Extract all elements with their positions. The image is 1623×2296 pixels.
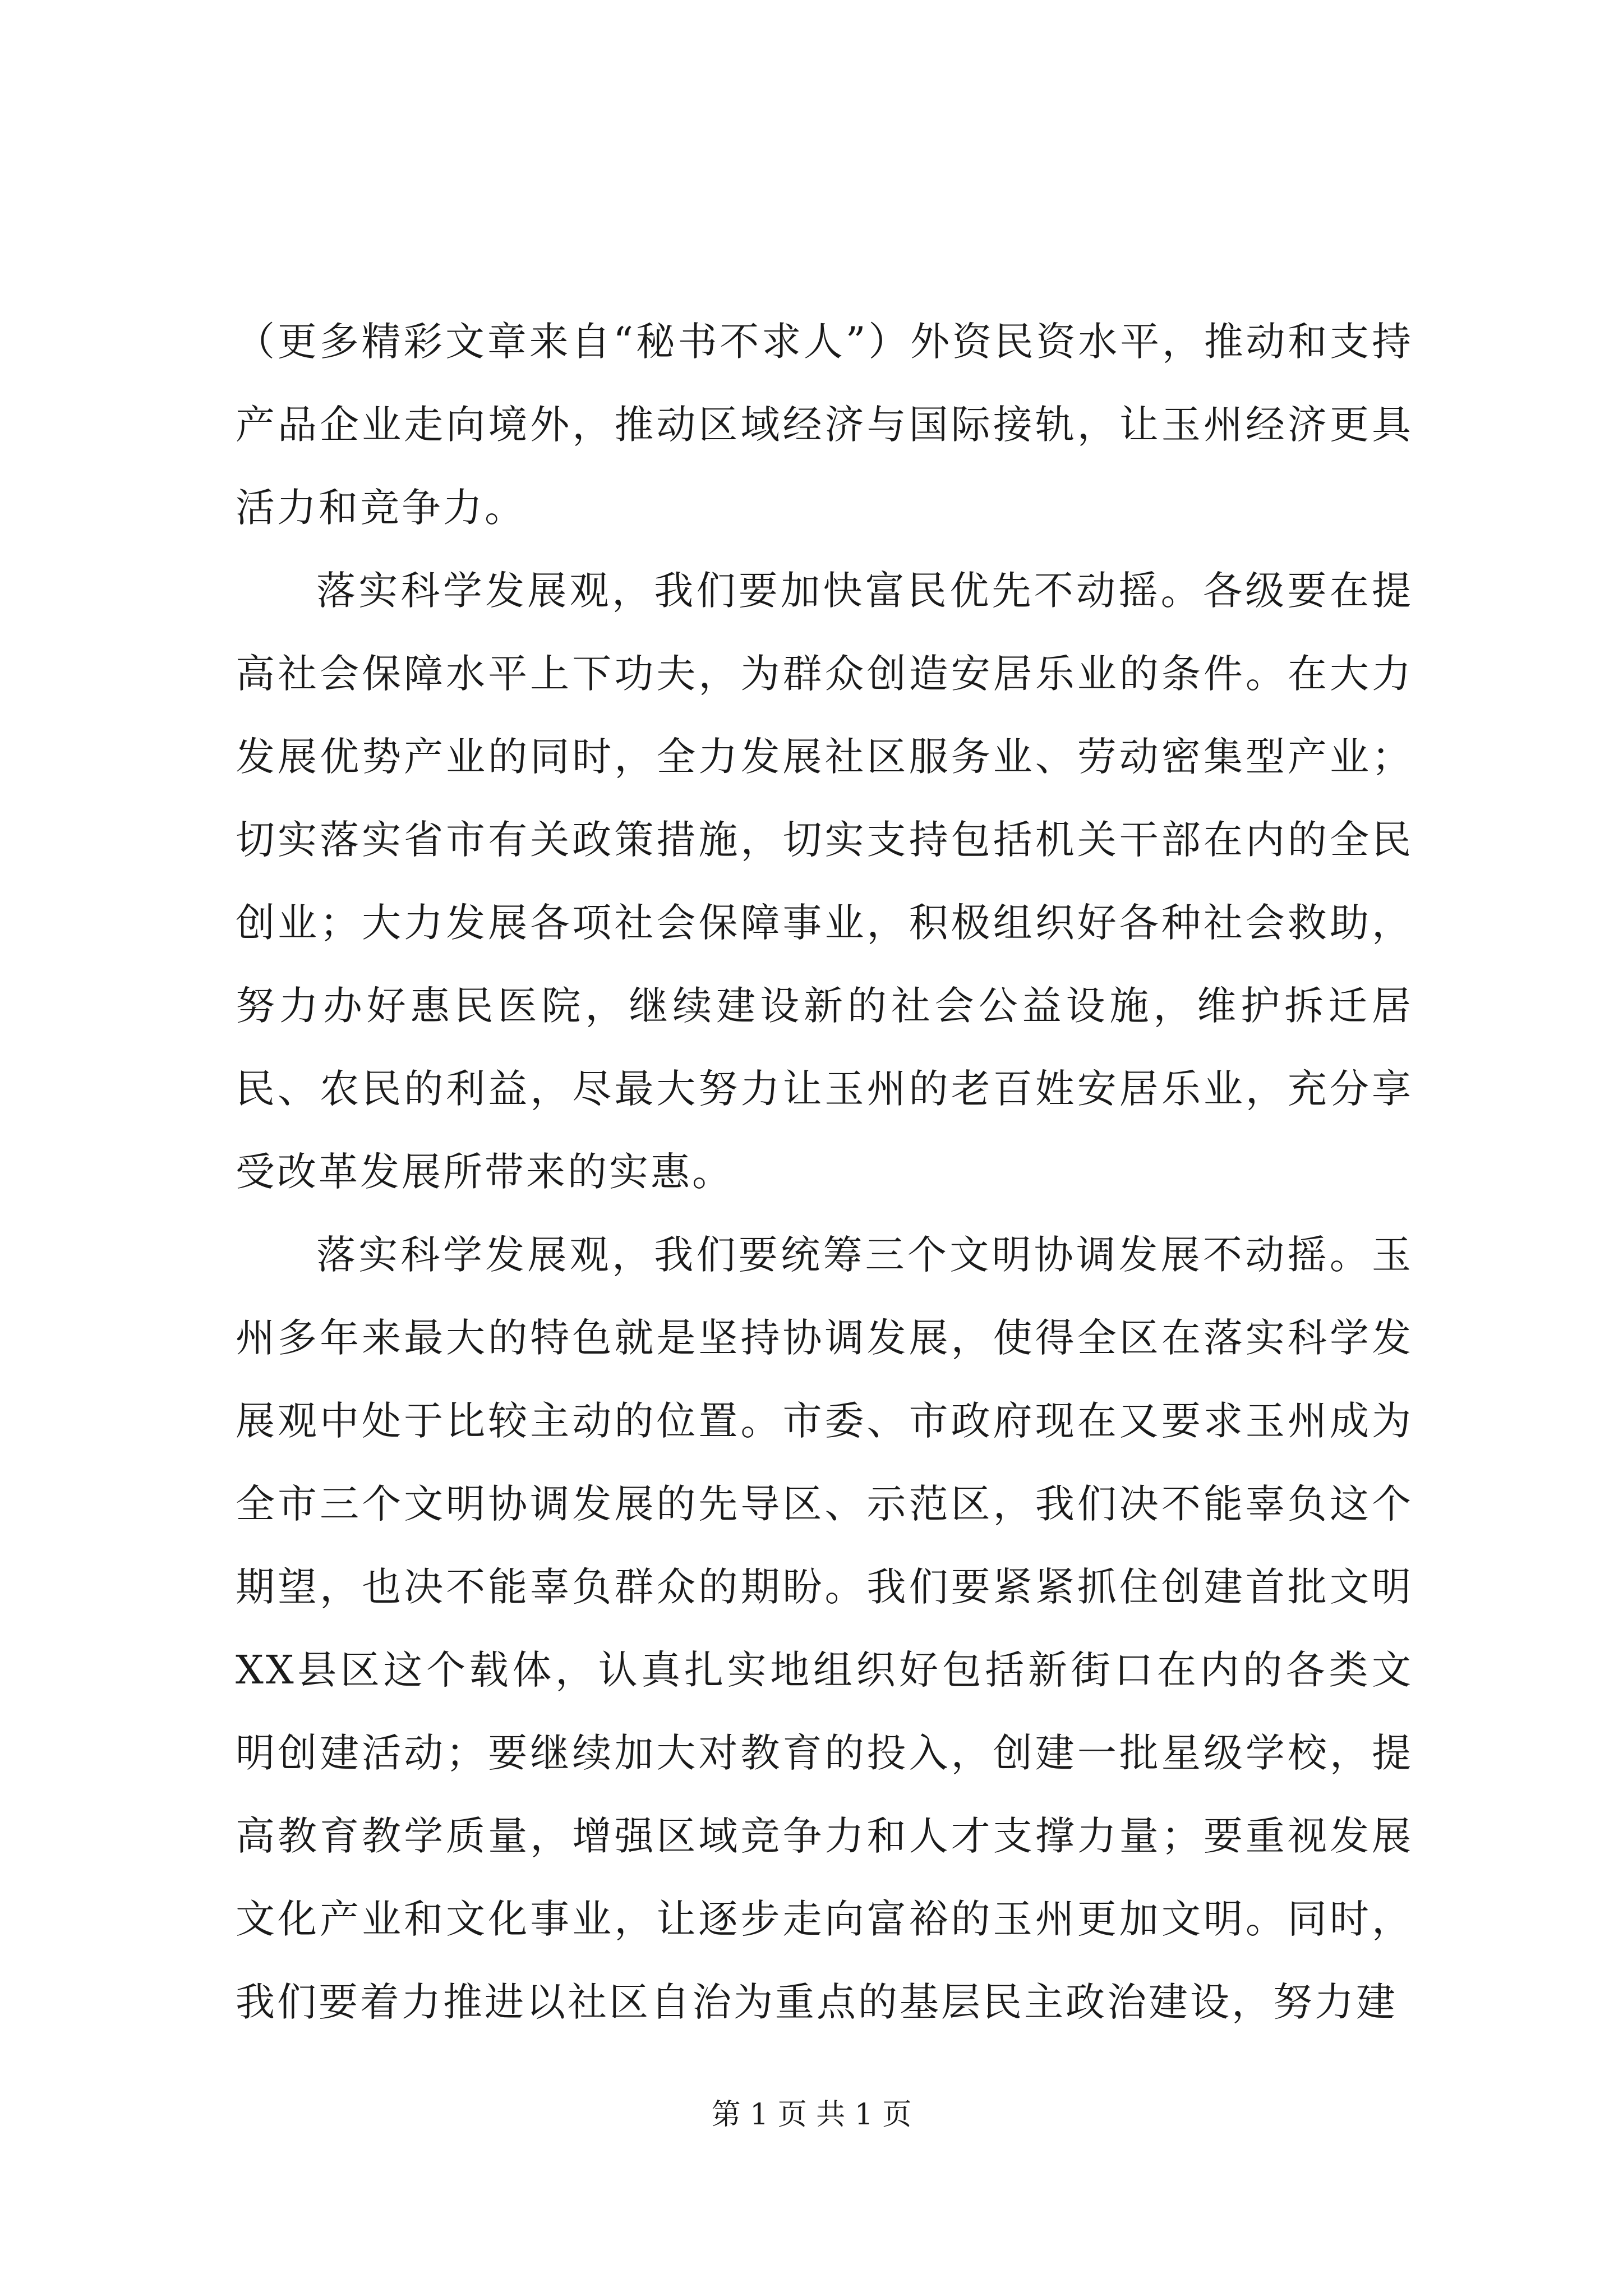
paragraph-1: （更多精彩文章来自“秘书不求人”）外资民资水平，推动和支持产品企业走向境外，推动区域经济与国际接轨，让玉州经济更具活力和竞争力。: [236, 319, 1413, 531]
page-footer: 第 1 页 共 1 页: [711, 2098, 912, 2132]
document-body: [236, 300, 1413, 2044]
paragraph-2: 落实科学发展观，我们要加快富民优先不动摇。各级要在提高社会保障水平上下功夫，为群众创造安居乐业的条件。在大力发展优势产业的同时，全力发展社区服务业、劳动密集型产业；切实落实省市有关政策措施，切实支持包括机关干部在内的全民创业；大力发展各项社会保障事业，积极组织好各种社会救助，努力办好惠民医院，继续建设新的社会公益设施，维护拆迁居民、农民的利益，尽最大努力让玉州的老百姓安居乐业，充分享受改革发展所带来的实惠。: [236, 568, 1413, 1195]
paragraph-3: 落实科学发展观，我们要统筹三个文明协调发展不动摇。玉州多年来最大的特色就是坚持协调发展，使得全区在落实科学发展观中处于比较主动的位置。市委、市政府现在又要求玉州成为全市三个文明协调发展的先导区、示范区，我们决不能辜负这个期望，也决不能辜负群众的期盼。我们要紧紧抓住创建首批文明XX县区这个载体，认真扎实地组织好包括新街口在内的各类文明创建活动；要继续加大对教育的投入，创建一批星级学校，提高教育教学质量，增强区域竞争力和人才支撑力量；要重视发展文化产业和文化事业，让逐步走向富裕的玉州更加文明。同时，我们要着力推进以社区自治为重点的基层民主政治建设，努力建: [236, 1232, 1413, 2025]
